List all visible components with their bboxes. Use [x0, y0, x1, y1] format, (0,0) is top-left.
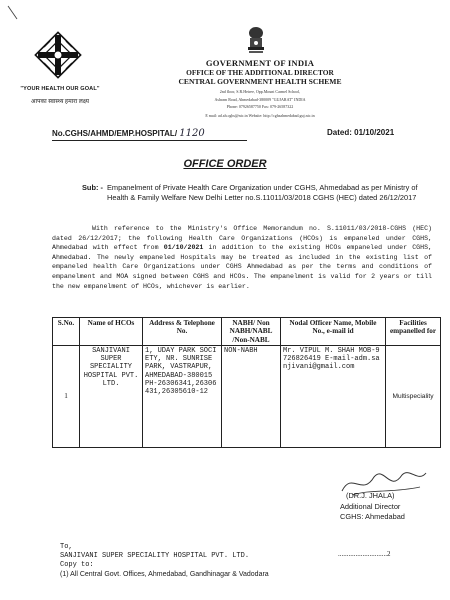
header-office: OFFICE OF THE ADDITIONAL DIRECTOR	[186, 68, 334, 77]
col-name: Name of HCOs	[80, 318, 143, 346]
hco-table	[52, 317, 441, 448]
motto-hindi: आपका स्वास्थ्य हमारा लक्ष्य	[31, 99, 89, 105]
cell-address: 1, UDAY PARK SOCIETY, NR. SUNRISE PARK, VASTRAPUR, AHMEDABAD-380015 PH-26306341,26306431,26305610-12	[143, 345, 222, 447]
header-address-2: Ashram Road, Ahmedabad-380009 "GUJARAT" INDIA	[214, 97, 306, 102]
body-paragraph	[52, 224, 432, 291]
copy-recipient-1: (1) All Central Govt. Offices, Ahmedabad, Gandhinagar & Vadodara	[60, 571, 269, 578]
reference-handwritten: 1120	[179, 128, 205, 139]
table-header-row	[53, 318, 441, 346]
signatory-name: (DR.J. JHALA)	[346, 491, 395, 500]
reference-underline	[52, 140, 247, 141]
national-emblem	[244, 25, 268, 55]
col-nodal: Nodal Officer Name, Mobile No., e-mail id	[281, 318, 386, 346]
signatory-office: CGHS: Ahmedabad	[340, 512, 405, 521]
reference-prefix: No.CGHS/AHMD/EMP.HOSPITAL/	[52, 129, 178, 138]
header-address-1: 2nd floor, S.R.Heiree, Opp.Mount Carmel School,	[219, 89, 301, 94]
cell-facilities: Multispeciality	[386, 345, 441, 447]
col-address: Address & Telephone No.	[143, 318, 222, 346]
col-facilities: Facilities empanelled for	[386, 318, 441, 346]
cell-name: SANJIVANI SUPER SPECIALITY HOSPITAL PVT. LTD.	[80, 345, 143, 447]
cghs-logo-icon	[16, 30, 100, 84]
cell-nodal: Mr. VIPUL M. SHAH MOB-9726826419 E-mail-adm.sanjivani@gmail.com	[281, 345, 386, 447]
page-title: OFFICE ORDER	[183, 158, 267, 170]
signatory-designation: Additional Director	[340, 502, 401, 511]
subject-label: Sub: -	[82, 183, 103, 192]
subject-text: Empanelment of Private Health Care Organization under CGHS, Ahmedabad as per Ministry of Health & Family Welfare New Delhi Letter no.S.11011/03/2018 CGHS (HEC) dated 26/12/2017	[107, 183, 418, 202]
to-label: To,	[60, 543, 73, 551]
cghs-logo	[16, 30, 100, 84]
cell-sno: 1	[53, 345, 80, 447]
col-nabh: NABH/ Non NABH/NABL /Non-NABL	[222, 318, 281, 346]
reference-number	[52, 128, 205, 139]
table-row	[53, 345, 441, 447]
reference-date: Dated: 01/10/2021	[327, 128, 395, 137]
body-text-2: in addition to the existing HCOs empaneled under CGHS, Ahmedabad. The newly empaneled Hospitals may be treated as included in the existing list of empaneled health Care Organizations under CGHS Ahmedabad as per the terms and conditions of empanelment and MOA signed between CGHS and HCOs. The empanelment is valid for 2 years or till the new empanelment of HCOs, whichever is earlier.	[52, 244, 432, 290]
effective-date: 01/10/2021	[163, 244, 204, 252]
emblem-icon	[244, 25, 268, 55]
copy-label: Copy to:	[60, 561, 94, 569]
header-phone: Phone: 07926587750 Fax: 079-26587322	[226, 104, 294, 109]
motto-english: "YOUR HEALTH OUR GOAL"	[20, 86, 100, 92]
header-email: E mail: ad.ah.cghs@nic.in Website: http://cghsahmedabad.guj.nic.in	[205, 113, 315, 118]
page-continuation: ............................2	[338, 550, 391, 558]
cell-nabh: NON-NABH	[222, 345, 281, 447]
col-sno: S.No.	[53, 318, 80, 346]
header-scheme: CENTRAL GOVERNMENT HEALTH SCHEME	[178, 77, 342, 86]
body-text-1: With reference to the Ministry's Office Memorandum no. S.11011/03/2018-CGHS (HEC) dated 26/12/2017; the following Health Care Organizations (HCOs) is empaneled under CGHS, Ahmedabad with effect from	[52, 225, 432, 252]
scan-mark	[0, 0, 30, 30]
header-gov: GOVERNMENT OF INDIA	[205, 58, 315, 68]
to-name: SANJIVANI SUPER SPECIALITY HOSPITAL PVT. LTD.	[60, 552, 250, 560]
